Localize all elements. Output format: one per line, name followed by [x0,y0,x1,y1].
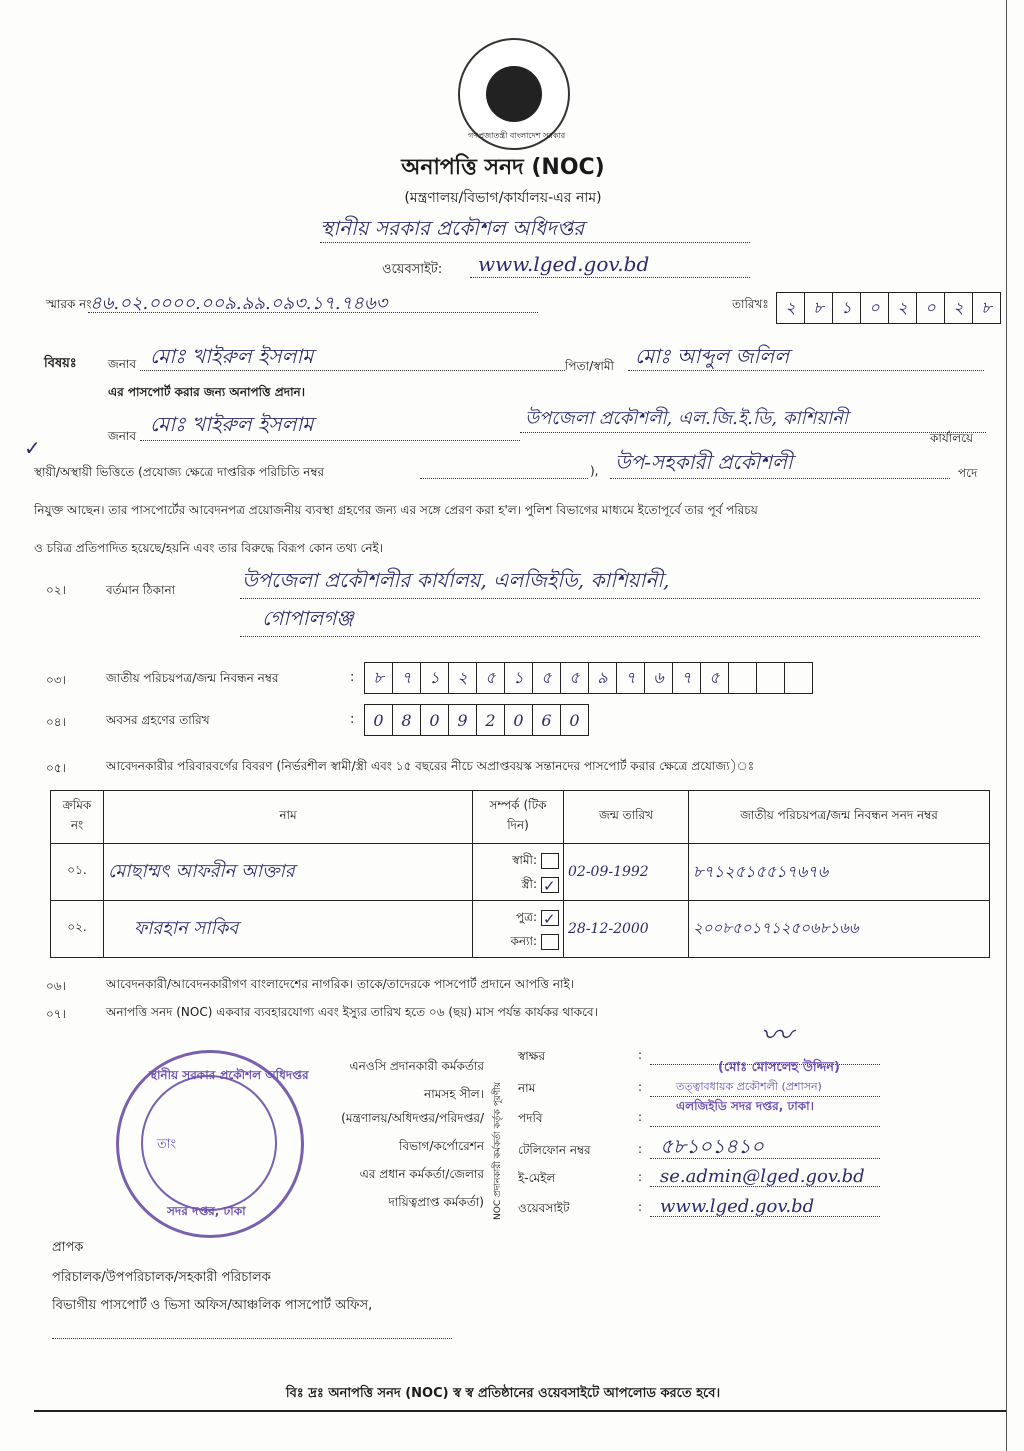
relation-label: স্বামী: [512,853,537,867]
row-name: মোছাম্মৎ আফরীন আক্তার [104,844,473,901]
government-seal [458,38,570,150]
paragraph-line-2: ও চরিত্র প্রতিপাদিত হয়েছে/হয়নি এবং তার বিরুদ্ধে বিরূপ কোন তথ্য নেই। [34,541,384,555]
item04-num: ০৪। [46,715,66,729]
table-header: নাম [104,791,473,844]
vertical-note: NOC প্রদানকারী কর্মকর্তা কর্তৃক পূরণীয় [493,1081,503,1220]
item07-text: অনাপত্তি সনদ (NOC) একবার ব্যবহারযোগ্য এবং ইস্যুর তারিখ হতে ০৬ (ছয়) মাস পর্যন্ত কার্যকর থাকবে। [106,1005,598,1019]
digit-box: 8 [392,705,420,735]
office-name: উপজেলা প্রকৌশলী, এল.জি.ই.ডি, কাশিয়ানী [525,408,849,429]
digit-box: 0 [504,705,532,735]
row-serial: ০২. [51,901,104,958]
digit-box: ৫ [560,663,588,693]
signature-field-label: পদবি [518,1111,543,1125]
digit-box [728,663,756,693]
phone-value: ৫৮১০১৪১০ [660,1134,764,1158]
signature-field-label: নাম [518,1081,536,1095]
item03-label: জাতীয় পরিচয়পত্র/জন্ম নিবন্ধন নম্বর [106,671,279,685]
officer-designation-1: তত্ত্বাবধায়ক প্রকৌশলী (প্রশাসন) [676,1080,822,1093]
digit-box: 0 [420,705,448,735]
digit-box: ২ [448,663,476,693]
checkmark-icon: ✓ [24,436,41,460]
item02-num: ০২। [46,583,66,597]
page-border-right [1006,0,1007,1451]
item04-label: অবসর গ্রহণের তারিখ [106,713,210,727]
row-nid: ৮৭১২৫১৫৫১৭৬৭৬ [689,844,990,901]
table-row [51,901,990,958]
signature-field-colon: : [638,1200,643,1214]
table-header: ক্রমিক নং [51,791,104,844]
designation-label: পদে [958,466,978,480]
office-stamp [116,1050,309,1238]
digit-box: 6 [532,705,560,735]
digit-box [784,663,812,693]
officer-name: (মোঃ মোসলেহ উদ্দিন) [718,1060,840,1075]
signature-field-colon: : [638,1110,643,1124]
table-header: জন্ম তারিখ [564,791,689,844]
digit-box: ৭ [672,663,700,693]
father-name: মোঃ আব্দুল জলিল [635,344,790,368]
page-subtitle: (মন্ত্রণালয়/বিভাগ/কার্যালয়-এর নাম) [404,190,602,206]
stamp-date: তাং [157,1137,177,1152]
family-table [50,790,990,958]
relation-label: স্ত্রী: [521,877,537,891]
date-boxes [776,292,1001,324]
applicant-name: মোঃ খাইরুল ইসলাম [150,344,314,368]
signature-field-label: ওয়েবসাইট [518,1201,570,1215]
digit-box: ৮ [804,293,832,323]
digit-box: ৫ [532,663,560,693]
digit-box: ৭ [392,663,420,693]
applicant-name-2: মোঃ খাইরুল ইসলাম [150,412,314,436]
item05-num: ০৫। [46,761,66,775]
relation-checkbox[interactable] [541,853,559,869]
retirement-boxes [364,704,589,736]
email-value: se.admin@lged.gov.bd [660,1166,865,1187]
relation-label: পুত্র: [515,910,537,924]
table-row [51,844,990,901]
table-header: সম্পর্ক (টিক দিন) [473,791,564,844]
footnote: বিঃ দ্রঃ অনাপত্তি সনদ (NOC) স্ব স্ব প্রতিষ্ঠানের ওয়েবসাইটে আপলোড করতে হবে। [285,1386,721,1401]
digit-box: ১ [832,293,860,323]
officer-block-line: এর প্রধান কর্মকর্তা/জেলার [359,1167,484,1181]
digit-box: ৭ [616,663,644,693]
seal-emblem-icon [486,66,542,122]
relation-checkbox[interactable] [541,934,559,950]
designation-value: উপ-সহকারী প্রকৌশলী [615,450,793,474]
website-value: www.lged.gov.bd [478,252,650,276]
officer-block-line: (মন্ত্রণালয়/অধিদপ্তর/পরিদপ্তর/ [341,1111,484,1125]
digit-box: ২ [888,293,916,323]
seal-text: গণপ্রজাতন্ত্রী বাংলাদেশ সরকার [468,131,566,140]
item03-num: ০৩। [46,673,66,687]
digit-box: ৬ [644,663,672,693]
signature-scribble: 〰︎ [760,1016,793,1054]
permanent-line: স্থায়ী/অস্থায়ী ভিত্তিতে (প্রযোজ্য ক্ষেত্রে দাপ্তরিক পরিচিতি নম্বর [34,465,325,479]
signature-field-label: স্বাক্ষর [518,1049,546,1063]
recipient-line-1: পরিচালক/উপপরিচালক/সহকারী পরিচালক [52,1270,271,1285]
janab-label: জনাব [108,357,137,371]
digit-box [756,663,784,693]
janab2-label: জনাব [108,429,137,443]
stamp-text: স্থানীয় সরকার প্রকৌশল অধিদপ্তর [149,1068,309,1082]
office-label: কার্যালয়ে [930,431,974,445]
row-nid: ২০০৮৫০১৭১২৫০৬৮১৬৬ [689,901,990,958]
item05-label: আবেদনকারীর পরিবারবর্গের বিবরণ (নির্ভরশীল স্বামী/স্ত্রী এবং ১৫ বছরের নীচে অপ্রাপ্তবয়স্ক সন্তানদের পাসপোর্ট করার ক্ষেত্রে প্রযোজ্য)ঃ [106,759,755,773]
table-header: জাতীয় পরিচয়পত্র/জন্ম নিবন্ধন সনদ নম্বর [689,791,990,844]
digit-box: 0 [560,705,588,735]
row-relation [473,901,564,958]
item02-label: বর্তমান ঠিকানা [106,583,176,597]
digit-box: ২ [944,293,972,323]
signature-field-colon: : [638,1142,643,1156]
item03-colon: : [350,670,355,685]
website-label: ওয়েবসাইট: [382,262,443,277]
recipient-label: প্রাপক [52,1240,84,1255]
date-label: তারিখঃ [732,297,769,311]
officer-block-line: নামসহ সীল। [424,1087,484,1101]
digit-box: 2 [476,705,504,735]
digit-box: ৮ [972,293,1000,323]
address-line-2: গোপালগঞ্জ [262,606,354,630]
digit-box: ১ [504,663,532,693]
digit-box: ২ [785,297,796,317]
signature-field-label: টেলিফোন নম্বর [518,1143,591,1157]
digit-box: ০ [916,293,944,323]
digit-box: ৯ [588,663,616,693]
address-line-1: উপজেলা প্রকৌশলীর কার্যালয়, এলজিইডি, কাশিয়ানী, [242,568,670,592]
signature-field-colon: : [638,1048,643,1062]
stamp-sub: সদর দপ্তর, ঢাকা [167,1204,246,1218]
father-label: পিতা/স্বামী [565,359,614,373]
website-value-2: www.lged.gov.bd [660,1196,815,1217]
officer-block-line: এনওসি প্রদানকারী কর্মকর্তার [349,1059,484,1073]
nid-boxes [364,662,813,694]
signature-field-colon: : [638,1080,643,1094]
item06-num: ০৬। [46,979,66,993]
row-dob: 02-09-1992 [564,844,689,901]
row-name: ফারহান সাকিব [104,901,473,958]
page-title: অনাপত্তি সনদ (NOC) [401,155,605,180]
officer-block-line: দায়িত্বপ্রাপ্ত কর্মকর্তা) [388,1195,484,1209]
digit-box: 9 [448,705,476,735]
row-relation [473,844,564,901]
digit-box: 0 [373,710,384,730]
ministry-name: স্থানীয় সরকার প্রকৌশল অধিদপ্তর [320,216,585,240]
item04-colon: : [350,712,355,727]
memo-number: ৪৬.০২.০০০০.০০৯.৯৯.০৯৩.১৭.৭৪৬৩ [90,293,388,314]
memo-label: স্মারক নং [46,297,92,311]
recipient-line-2: বিভাগীয় পাসপোর্ট ও ভিসা অফিস/আঞ্চলিক পাসপোর্ট অফিস, [52,1298,373,1313]
relation-label: কন্যা: [510,934,537,948]
digit-box: ৫ [700,663,728,693]
officer-block-line: বিভাগ/কর্পোরেশন [399,1139,484,1153]
relation-checkbox[interactable] [541,877,559,893]
row-serial: ০১. [51,844,104,901]
digit-box: ৮ [373,667,384,687]
passport-line: এর পাসপোর্ট করার জন্য অনাপত্তি প্রদান। [108,385,306,399]
digit-box: ১ [420,663,448,693]
relation-checkbox[interactable] [541,910,559,926]
digit-box: ৫ [476,663,504,693]
page-border-bottom [34,1410,1006,1412]
signature-field-colon: : [638,1170,643,1184]
paragraph-line-1: নিযুক্ত আছেন। তার পাসপোর্টের আবেদনপত্র প্রয়োজনীয় ব্যবস্থা গ্রহণের জন্য এর সঙ্গে প্রেরণ করা হ'ল। পুলিশ বিভাগের মাধ্যমে ইতোপূর্বে তার পূর্ব পরিচয় [34,503,758,517]
item06-text: আবেদনকারী/আবেদনকারীগণ বাংলাদেশের নাগরিক। তাকে/তাদেরকে পাসপোর্ট প্রদানে আপত্তি নাই। [106,977,575,991]
paren-close: ), [590,464,599,478]
subject-label: বিষয়ঃ [44,356,77,371]
officer-designation-2: এলজিইডি সদর দপ্তর, ঢাকা। [676,1099,814,1113]
item07-num: ০৭। [46,1007,66,1021]
digit-box: ০ [860,293,888,323]
signature-field-label: ই-মেইল [518,1171,556,1185]
row-dob: 28-12-2000 [564,901,689,958]
